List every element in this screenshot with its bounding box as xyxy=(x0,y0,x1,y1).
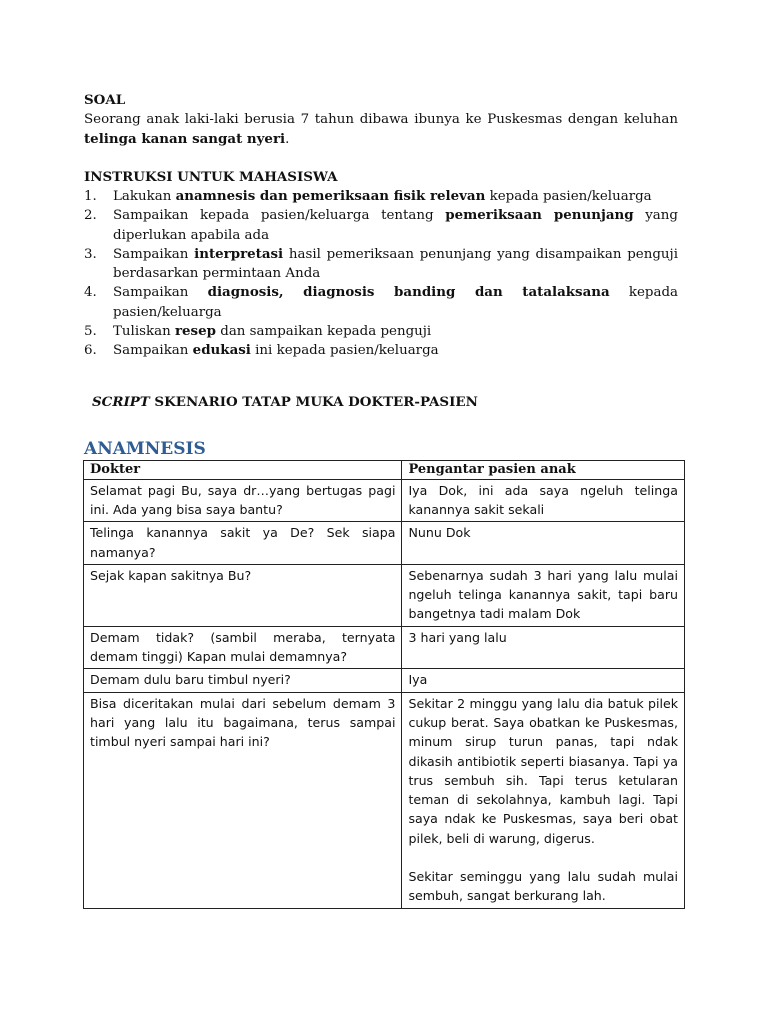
instruksi-bold: resep xyxy=(174,323,216,340)
instruksi-pre: Sampaikan xyxy=(113,285,208,301)
header-pengantar: Pengantar pasien anak xyxy=(402,460,685,479)
instruksi-pre: Tuliskan xyxy=(113,324,175,340)
instruksi-title: INSTRUKSI UNTUK MAHASISWA xyxy=(84,169,338,185)
script-title-rest: SKENARIO TATAP MUKA DOKTER-PASIEN xyxy=(149,393,478,410)
instruksi-item xyxy=(84,283,678,322)
dokter-cell: Bisa diceritakan mulai dari sebelum demam 3 hari yang lalu itu bagaimana, terus sampai timbul nyeri sampai hari ini? xyxy=(84,692,402,908)
instruksi-post: kepada pasien/keluarga xyxy=(485,189,652,204)
instruksi-pre: Sampaikan kepada pasien/keluarga tentang xyxy=(113,208,446,224)
table-row xyxy=(84,564,685,626)
soal-text-after: . xyxy=(285,131,290,147)
pasien-cell: Nunu Dok xyxy=(402,522,685,565)
document-page xyxy=(84,90,678,909)
instruksi-item xyxy=(84,341,678,360)
table-row xyxy=(84,522,685,565)
instruksi-item xyxy=(84,245,678,284)
script-title xyxy=(92,392,678,412)
paragraph-gap xyxy=(408,848,678,867)
instruksi-num: 3. xyxy=(84,246,97,262)
instruksi-pre: Sampaikan xyxy=(113,343,193,359)
instruksi-num: 2. xyxy=(84,208,97,224)
anamnesis-title: ANAMNESIS xyxy=(84,438,206,459)
pasien-cell: Iya xyxy=(402,669,685,692)
instruksi-bold: pemeriksaan penunjang xyxy=(445,207,634,224)
table-row xyxy=(84,669,685,692)
pasien-cell: 3 hari yang lalu xyxy=(402,626,685,669)
instruksi-pre: Lakukan xyxy=(113,189,176,204)
instruksi-num: 4. xyxy=(84,285,97,301)
dokter-cell: Demam dulu baru timbul nyeri? xyxy=(84,669,402,692)
instruksi-bold: diagnosis, diagnosis banding dan tatalaksana xyxy=(207,284,610,301)
anamnesis-table xyxy=(83,460,685,909)
soal-text xyxy=(84,110,678,149)
instruksi-num: 6. xyxy=(84,343,97,359)
instruksi-num: 5. xyxy=(84,324,97,340)
table-row xyxy=(84,479,685,522)
dokter-cell: Telinga kanannya sakit ya De? Sek siapa namanya? xyxy=(84,522,402,565)
pasien-cell: Iya Dok, ini ada saya ngeluh telinga kanannya sakit sekali xyxy=(402,479,685,522)
instruksi-item xyxy=(84,187,678,206)
instruksi-post: hasil pemeriksaan penunjang yang disampaikan penguji berdasarkan permintaan Anda xyxy=(113,246,678,282)
table-row xyxy=(84,692,685,908)
script-title-italic: SCRIPT xyxy=(92,393,150,410)
dokter-cell: Demam tidak? (sambil meraba, ternyata demam tinggi) Kapan mulai demamnya? xyxy=(84,626,402,669)
instruksi-post: yang diperlukan apabila ada xyxy=(113,208,678,243)
pasien-cell: Sebenarnya sudah 3 hari yang lalu mulai ngeluh telinga kanannya sakit, tapi baru bangetnya tadi malam Dok xyxy=(402,564,685,626)
instruksi-item xyxy=(84,206,678,245)
instruksi-bold: anamnesis dan pemeriksaan fisik relevan xyxy=(175,188,486,204)
pasien-paragraph: Sekitar seminggu yang lalu sudah mulai sembuh, sangat berkurang lah. xyxy=(408,869,678,904)
instruksi-pre: Sampaikan xyxy=(113,246,195,262)
table-header-row xyxy=(84,460,685,479)
pasien-cell xyxy=(402,692,685,908)
instruksi-post: kepada pasien/keluarga xyxy=(113,285,679,320)
instruksi-item xyxy=(84,322,678,341)
dokter-cell: Selamat pagi Bu, saya dr…yang bertugas pagi ini. Ada yang bisa saya bantu? xyxy=(84,479,402,522)
instruksi-num: 1. xyxy=(84,189,97,204)
pasien-paragraph: Sekitar 2 minggu yang lalu dia batuk pilek cukup berat. Saya obatkan ke Puskesmas, minum sirup turun panas, tapi ndak dikasih antibiotik seperti biasanya. Tapi ya trus sembuh sih. Tapi terus ketularan teman di sekolahnya, kambuh lagi. Tapi saya ndak ke Puskesmas, saya beri obat pilek, beli di warung, digerus. xyxy=(408,695,678,846)
instruksi-list xyxy=(84,187,678,361)
dokter-cell: Sejak kapan sakitnya Bu? xyxy=(84,564,402,626)
instruksi-bold: interpretasi xyxy=(194,245,284,262)
instruksi-post: dan sampaikan kepada penguji xyxy=(215,324,432,340)
soal-title: SOAL xyxy=(84,92,126,108)
soal-text-before: Seorang anak laki-laki berusia 7 tahun dibawa ibunya ke Puskesmas dengan keluhan xyxy=(84,112,678,127)
instruksi-bold: edukasi xyxy=(192,342,251,359)
soal-text-bold: telinga kanan sangat nyeri xyxy=(84,130,286,147)
header-dokter: Dokter xyxy=(84,460,402,479)
instruksi-post: ini kepada pasien/keluarga xyxy=(250,343,439,359)
table-row xyxy=(84,626,685,669)
